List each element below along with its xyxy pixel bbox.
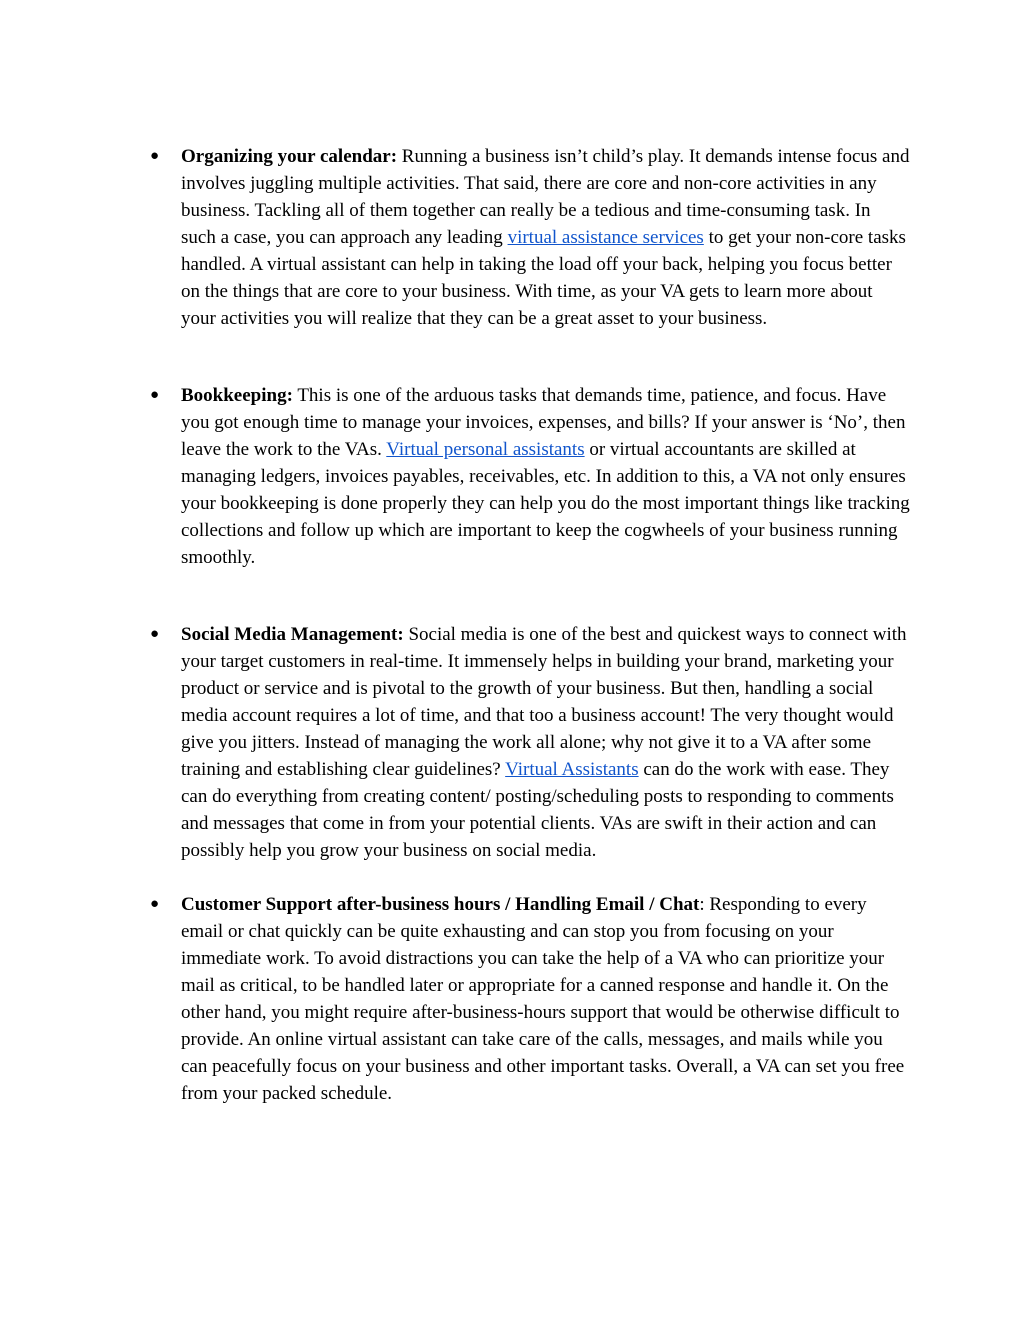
item-text: Social media is one of the best and quickest ways to connect with your target customers in real-time. It immensely helps in building your brand, marketing your product or service and is pivotal to the growth of your business. But then, handling a social media account requires a lot of time, and that too a business account! The very thought would give you jitters. Instead of managing the work all alone; why not give it to a VA after some training and establishing clear guidelines?: [181, 624, 907, 780]
item-title: Bookkeeping:: [181, 385, 293, 406]
list-item-social-media: [150, 621, 910, 864]
bullet-icon: ●: [150, 148, 160, 164]
bullet-icon: ●: [150, 626, 160, 642]
item-text: Running a business isn’t child’s play. It demands intense focus and involves juggling multiple activities. That said, there are core and non-core activities in any business. Tackling all of them together can really be a tedious and time-consuming task. In such a case, you can approach any leading: [181, 146, 910, 248]
virtual-personal-assistants-link[interactable]: Virtual personal assistants: [386, 439, 585, 460]
item-text: : Responding to every email or chat quickly can be quite exhausting and can stop you from focusing on your immediate work. To avoid distractions you can take the help of a VA who can prioritize your mail as critical, to be handled later or appropriate for a canned response and handle it. On the other hand, you might require after-business-hours support that would be otherwise difficult to provide. An online virtual assistant can take care of the calls, messages, and mails while you can peacefully focus on your business and other important tasks. Overall, a VA can set you free from your packed schedule.: [181, 894, 905, 1104]
item-text: This is one of the arduous tasks that demands time, patience, and focus. Have you got enough time to manage your invoices, expenses, and bills? If your answer is ‘No’, then leave the work to the VAs.: [181, 385, 906, 460]
item-title: Organizing your calendar:: [181, 146, 398, 167]
list-item-bookkeeping: [150, 382, 910, 571]
item-text: to get your non-core tasks handled. A virtual assistant can help in taking the load off your back, helping you focus better on the things that are core to your business. With time, as your VA gets to learn more about your activities you will realize that they can be a great asset to your business.: [181, 227, 906, 329]
virtual-assistance-services-link[interactable]: virtual assistance services: [507, 227, 704, 248]
list-item-customer-support: [150, 891, 910, 1107]
item-title: Customer Support after-business hours / Handling Email / Chat: [181, 894, 700, 915]
item-title: Social Media Management:: [181, 624, 404, 645]
virtual-assistants-link[interactable]: Virtual Assistants: [505, 759, 639, 780]
bullet-icon: ●: [150, 387, 160, 403]
bullet-list: [150, 143, 910, 1107]
bullet-icon: ●: [150, 896, 160, 912]
list-item-organizing-calendar: [150, 143, 910, 332]
item-text: or virtual accountants are skilled at managing ledgers, invoices payables, receivables, etc. In addition to this, a VA not only ensures your bookkeeping is done properly they can help you do the most important things like tracking collections and follow up which are important to keep the cogwheels of your business running smoothly.: [181, 439, 910, 568]
item-text: can do the work with ease. They can do everything from creating content/ posting/scheduling posts to responding to comments and messages that come in from your potential clients. VAs are swift in their action and can possibly help you grow your business on social media.: [181, 759, 894, 861]
